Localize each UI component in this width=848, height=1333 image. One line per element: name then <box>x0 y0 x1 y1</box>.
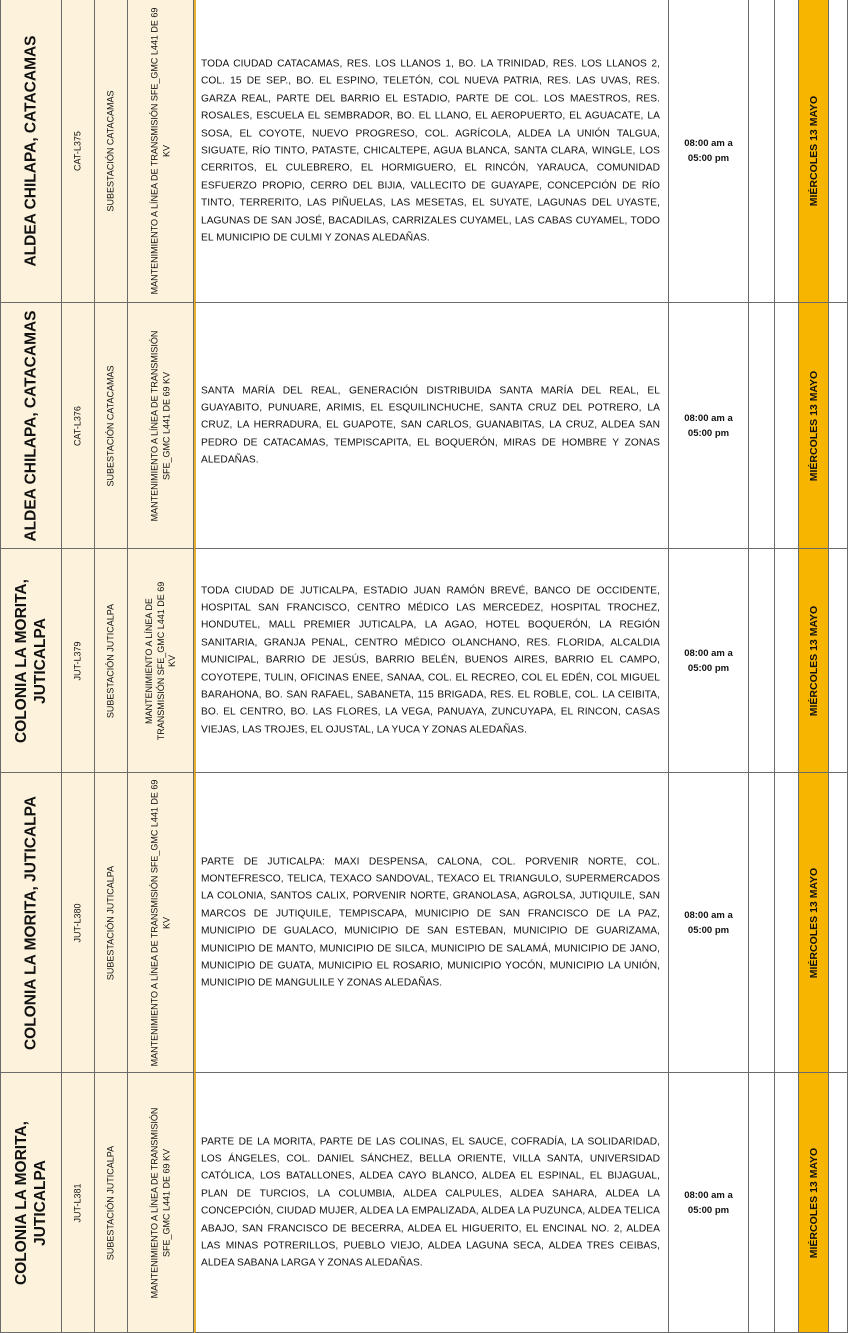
location-cell <box>0 0 62 303</box>
location-label: COLONIA LA MORITA, JUTICALPA <box>13 578 49 743</box>
time-start: 08:00 am a <box>684 138 733 149</box>
time-range <box>669 136 748 166</box>
time-range <box>669 908 748 938</box>
empty-cell <box>829 303 848 549</box>
work-description: MANTENIMIENTO A LÍNEA DE TRANSMISIÓN SFE_GMC L441 DE 69 KV <box>149 779 171 1066</box>
date-label: MIÉRCOLES 13 MAYO <box>807 95 820 207</box>
circuit-code: JUT-L379 <box>72 640 83 681</box>
work-cell <box>128 773 194 1073</box>
work-description: MANTENIMIENTO A LÍNEA DE TRANSMISIÓN SFE_GMC L441 DE 69 KV <box>143 581 177 740</box>
date-label: MIÉRCOLES 13 MAYO <box>807 1147 820 1258</box>
time-cell <box>669 303 749 549</box>
affected-areas-text: PARTE DE LA MORITA, PARTE DE LAS COLINAS, EL SAUCE, COFRADÍA, LA SOLIDARIDAD, LOS ÁNGELES, COL. DANIEL SÁNCHEZ, BELLA ORIENTE, VILLA SANTA, UNIVERSIDAD CATÓLICA, LOS BATALLONES, ALDEA CAYO BLANCO, ALDEA EL ESPINAL, EL BIJAGUAL, PLAN DE TURCIOS, LA COLUMBIA, ALDEA CALPULES, ALDEA SAHARA, ALDEA LA CONCEPCIÓN, CIUDAD MUJER, ALDEA LA EMPALIZADA, ALDEA LA PUZUNCA, ALDEA TELICA ABAJO, SAN FRANCISCO DE BECERRA, ALDEA EL HIGUERITO, EL ENCINAL NO. 2, ALDEA LAS MINAS POTRERILLOS, PUEBLO VIEJO, ALDEA LAGUNA SECA, ALDEA TRES CEIBAS, ALDEA SABANA LARGA Y ZONAS ALEDAÑAS. <box>201 1135 660 1269</box>
substation-name: SUBESTACIÓN JUTICALPA <box>105 1145 116 1260</box>
work-cell <box>128 0 194 303</box>
work-cell <box>128 303 194 549</box>
date-cell <box>799 1073 829 1333</box>
time-range <box>669 1188 748 1218</box>
table-row <box>0 0 848 303</box>
empty-cell <box>749 773 775 1073</box>
table-row <box>0 303 848 549</box>
location-label: ALDEA CHILAPA, CATACAMAS <box>22 35 40 267</box>
table-row <box>0 1073 848 1333</box>
circuit-cell <box>62 549 95 773</box>
location-cell <box>0 1073 62 1333</box>
work-description: MANTENIMIENTO A LÍNEA DE TRANSMISIÓN SFE_GMC L441 DE 69 KV <box>149 1107 171 1298</box>
location-cell <box>0 773 62 1073</box>
substation-name: SUBESTACIÓN CATACAMAS <box>105 90 116 212</box>
empty-cell <box>749 303 775 549</box>
circuit-code: JUT-L380 <box>72 902 83 943</box>
date-label: MIÉRCOLES 13 MAYO <box>807 867 820 978</box>
substation-cell <box>95 1073 128 1333</box>
empty-cell <box>775 773 799 1073</box>
date-cell <box>799 549 829 773</box>
affected-areas-cell <box>194 0 669 303</box>
substation-name: SUBESTACIÓN CATACAMAS <box>105 364 116 487</box>
time-end: 05:00 pm <box>687 1204 730 1216</box>
affected-areas-text: TODA CIUDAD CATACAMAS, RES. LOS LLANOS 1, BO. LA TRINIDAD, RES. LOS LLANOS 2, COL. 15 DE SEP., BO. EL ESPINO, TELETÓN, COL NUEVA PATRIA, RES. LAS UVAS, RES. GARZA REAL, PARTE DEL BARRIO EL ESTADIO, PARTE DE COL. LOS MAESTROS, RES. ROSALES, ESCUELA EL SEMBRADOR, BO. EL LLANO, EL AEROPUERTO, EL AGUACATE, LA SOSA, EL COYOTE, NUEVO PROGRESO, COL. AGRÍCOLA, ALDEA LA UNIÓN TALGUA, SIGUATE, RÍO TINTO, PATASTE, CHICALTEPE, AGUA BLANCA, SANTA CLARA, WINGLE, LOS CERRITOS, EL CULEBRERO, EL HORMIGUERO, EL RINCÓN, YARAUCA, COMUNIDAD ESFUERZO PROPIO, CERRO DEL BIJIA, VALLECITO DE GUAYAPE, CONCEPCIÓN DE RÍO TINTO, TERRERITO, LAS PIÑUELAS, LAS MESETAS, EL SUYATE, LAGUNAS DEL UYASTE, LAGUNAS DE SAN JOSÉ, BACADILAS, CARRIZALES CUYAMEL, LAS CABAS CUYAMEL, TODO EL MUNICIPIO DE CULMI Y ZONAS ALEDAÑAS. <box>201 58 660 244</box>
time-cell <box>669 1073 749 1333</box>
location-label: COLONIA LA MORITA, JUTICALPA <box>13 1120 49 1285</box>
time-end: 05:00 pm <box>687 427 730 439</box>
circuit-cell <box>62 1073 95 1333</box>
date-cell <box>799 303 829 549</box>
work-cell <box>128 1073 194 1333</box>
circuit-code: JUT-L381 <box>72 1182 83 1223</box>
location-cell <box>0 549 62 773</box>
affected-areas-text: PARTE DE JUTICALPA: MAXI DESPENSA, CALONA, COL. PORVENIR NORTE, COL. MONTEFRESCO, TELICA, TEXACO SANDOVAL, TEXACO EL TRIANGULO, SUPERMERCADOS LA COLONIA, SANTOS CALIX, PORVENIR NORTE, GRANOLASA, AGROLSA, JUTIQUILE, SAN MARCOS DE JUTIQUILE, TEMPISCAPA, MUNICIPIO DE SAN FRANCISCO DE LA PAZ, MUNICIPIO DE GUALACO, MUNICIPIO DE SAN ESTEBAN, MUNICIPIO DE GUARIZAMA, MUNICIPIO DE MANTO, MUNICIPIO DE SILCA, MUNICIPIO DE SALAMÁ, MUNICIPIO DE JANO, MUNICIPIO DE GUATA, MUNICIPIO EL ROSARIO, MUNICIPIO YOCÓN, MUNICIPIO LA UNIÓN, MUNICIPIO DE MANGULILE Y ZONAS ALEDAÑAS. <box>201 855 660 989</box>
substation-cell <box>95 549 128 773</box>
empty-cell <box>749 0 775 303</box>
date-cell <box>799 0 829 303</box>
date-label: MIÉRCOLES 13 MAYO <box>807 370 820 481</box>
affected-areas-cell <box>194 1073 669 1333</box>
affected-areas-text: TODA CIUDAD DE JUTICALPA, ESTADIO JUAN RAMÓN BREVÉ, BANCO DE OCCIDENTE, HOSPITAL SAN FRANCISCO, CENTRO MÉDICO LAS MERCEDEZ, HOSPITAL TROCHEZ, HONDUTEL, MALL PREMIER JUTICALPA, LA AGAO, HOTEL BOQUERÓN, LA REGIÓN SANITARIA, GRANJA PENAL, CENTRO MÉDICO OLANCHANO, RES. FLORIDA, ALCALDIA MUNICIPAL, BARRIO DE JESÚS, BARRIO BELÉN, BUENOS AIRES, BARRIO EL CAMPO, COYOTEPE, TULIN, OFICINAS ENEE, SANAA, COL. EL RECREO, COL EL EDÉN, COL MIGUEL BARAHONA, BO. SAN RAFAEL, SABANETA, 115 BRIGADA, RES. EL ROBLE, COL. LA CEIBITA, BO. EL CENTRO, BO. LAS FLORES, LA VEGA, PANUAYA, ZUNCUYAPA, EL RINCON, CASAS VIEJAS, LAS TROJES, EL OJUSTAL, LA YUCA Y ZONAS ALEDAÑAS. <box>201 585 660 736</box>
empty-cell <box>749 1073 775 1333</box>
empty-cell <box>775 303 799 549</box>
empty-cell <box>829 773 848 1073</box>
location-cell <box>0 303 62 549</box>
empty-cell <box>775 1073 799 1333</box>
location-label: ALDEA CHILAPA, CATACAMAS <box>22 309 40 542</box>
time-start: 08:00 am a <box>684 909 733 921</box>
table-row <box>0 773 848 1073</box>
affected-areas-text: SANTA MARÍA DEL REAL, GENERACIÓN DISTRIBUIDA SANTA MARÍA DEL REAL, EL GUAYABITO, PUNUARE, ARIMIS, EL ESQUILINCHUCHE, SANTA CRUZ DEL POTRERO, LA CRUZ, LA HERRADURA, EL GUAPOTE, SAN CARLOS, GUANABITAS, LA CRUZ, ALDEA SAN PEDRO DE CATACAMAS, TEMPISCAPITA, EL BOQUERÓN, MIRAS DE HOMBRE Y ZONAS ALEDAÑAS. <box>201 384 660 466</box>
empty-cell <box>775 0 799 303</box>
date-label: MIÉRCOLES 13 MAYO <box>807 605 820 716</box>
substation-cell <box>95 773 128 1073</box>
affected-areas-cell <box>194 549 669 773</box>
time-end: 05:00 pm <box>687 662 730 674</box>
circuit-cell <box>62 0 95 303</box>
empty-cell <box>829 0 848 303</box>
location-label: COLONIA LA MORITA, JUTICALPA <box>22 795 40 1050</box>
time-end: 05:00 pm <box>687 153 730 164</box>
empty-cell <box>829 1073 848 1333</box>
empty-cell <box>749 549 775 773</box>
substation-name: SUBESTACIÓN JUTICALPA <box>105 603 116 718</box>
time-end: 05:00 pm <box>687 924 730 936</box>
empty-cell <box>829 549 848 773</box>
time-range <box>669 411 748 441</box>
circuit-code: CAT-L375 <box>72 131 83 171</box>
affected-areas-cell <box>194 773 669 1073</box>
substation-cell <box>95 303 128 549</box>
circuit-cell <box>62 773 95 1073</box>
time-cell <box>669 549 749 773</box>
substation-name: SUBESTACIÓN JUTICALPA <box>105 865 116 980</box>
date-cell <box>799 773 829 1073</box>
empty-cell <box>775 549 799 773</box>
work-cell <box>128 549 194 773</box>
time-cell <box>669 0 749 303</box>
affected-areas-cell <box>194 303 669 549</box>
time-cell <box>669 773 749 1073</box>
circuit-code: CAT-L376 <box>72 405 83 446</box>
circuit-cell <box>62 303 95 549</box>
table-row <box>0 549 848 773</box>
work-description: MANTENIMIENTO A LÍNEA DE TRANSMISIÓN SFE_GMC L441 DE 69 KV <box>149 330 171 521</box>
time-range <box>669 646 748 676</box>
time-start: 08:00 am a <box>684 647 733 659</box>
work-description: MANTENIMIENTO A LÍNEA DE TRANSMISIÓN SFE_GMC L441 DE 69 KV <box>149 7 171 295</box>
time-start: 08:00 am a <box>684 1189 733 1201</box>
substation-cell <box>95 0 128 303</box>
time-start: 08:00 am a <box>684 412 733 424</box>
